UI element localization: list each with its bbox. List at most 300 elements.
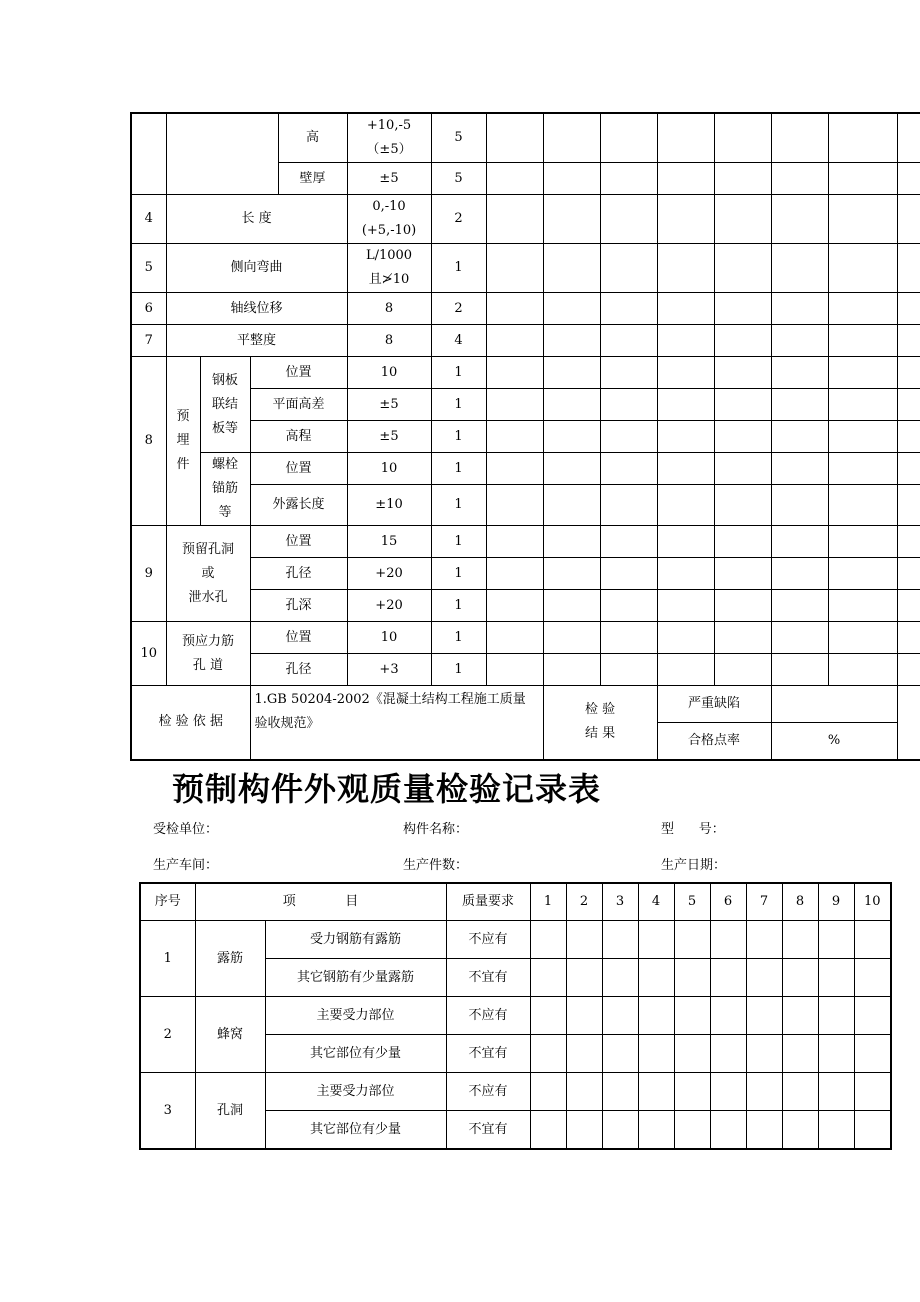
measurement-cell[interactable] [600, 654, 657, 686]
measurement-cell[interactable] [897, 654, 920, 686]
measurement-cell[interactable] [486, 113, 543, 163]
measurement-cell[interactable] [828, 590, 897, 622]
item-cell: 主要受力部位 [265, 997, 446, 1035]
points-cell: 1 [431, 654, 486, 686]
tolerance-cell: ±5 [347, 389, 431, 421]
measurement-cell[interactable] [828, 163, 897, 195]
measurement-cell[interactable] [486, 485, 543, 526]
measurement-cell[interactable] [714, 485, 771, 526]
points-cell: 2 [431, 293, 486, 325]
row-number-cell: 6 [131, 293, 166, 325]
check-cell[interactable] [566, 1073, 602, 1111]
check-cell[interactable] [782, 959, 818, 997]
tolerance-cell: 10 [347, 357, 431, 389]
measurement-cell[interactable] [543, 485, 600, 526]
check-cell[interactable] [854, 1111, 891, 1150]
measurement-cell[interactable] [486, 526, 543, 558]
measurement-cell[interactable] [771, 389, 828, 421]
header-col: 3 [602, 883, 638, 921]
measurement-cell[interactable] [714, 293, 771, 325]
check-cell[interactable] [710, 1111, 746, 1150]
check-cell[interactable] [746, 1111, 782, 1150]
measurement-cell[interactable] [771, 113, 828, 163]
check-cell[interactable] [854, 1073, 891, 1111]
measurement-cell[interactable] [600, 453, 657, 485]
measurement-cell[interactable] [771, 195, 828, 244]
measurement-cell[interactable] [897, 163, 920, 195]
check-cell[interactable] [782, 1035, 818, 1073]
measurement-cell[interactable] [543, 293, 600, 325]
measurement-cell[interactable] [714, 590, 771, 622]
check-cell[interactable] [566, 1035, 602, 1073]
measurement-cell[interactable] [543, 526, 600, 558]
points-cell: 1 [431, 622, 486, 654]
measurement-cell[interactable] [657, 325, 714, 357]
measurement-cell[interactable] [771, 357, 828, 389]
measurement-cell[interactable] [543, 421, 600, 453]
tolerance-cell: 15 [347, 526, 431, 558]
item-group-cell [166, 622, 250, 686]
item-cell: 侧向弯曲 [166, 244, 347, 293]
check-cell[interactable] [674, 959, 710, 997]
table-row [131, 421, 920, 453]
table-row [140, 1073, 891, 1111]
header-col: 7 [746, 883, 782, 921]
requirement-cell: 不宜有 [446, 959, 530, 997]
measurement-cell[interactable] [771, 453, 828, 485]
check-cell[interactable] [818, 997, 854, 1035]
check-cell[interactable] [818, 1073, 854, 1111]
tolerance-line: +10,-5 [366, 118, 412, 133]
check-cell[interactable] [638, 1035, 674, 1073]
check-cell[interactable] [710, 997, 746, 1035]
requirement-cell: 不应有 [446, 997, 530, 1035]
table-row [131, 526, 920, 558]
group-line: 预应力筋 [181, 633, 234, 649]
tolerance-line: (+5,-10) [361, 223, 417, 238]
tolerance-cell: +20 [347, 590, 431, 622]
tolerance-cell: ±5 [347, 163, 431, 195]
check-cell[interactable] [566, 1111, 602, 1150]
measurement-cell[interactable] [897, 195, 920, 244]
check-cell[interactable] [818, 921, 854, 959]
pass-rate-label: 合格点率 [657, 723, 771, 760]
measurement-cell[interactable] [771, 558, 828, 590]
measurement-cell[interactable] [486, 163, 543, 195]
item-cell: 孔径 [250, 558, 347, 590]
measurement-cell[interactable] [828, 293, 897, 325]
measurement-cell[interactable] [897, 558, 920, 590]
measurement-cell[interactable] [828, 453, 897, 485]
item-cell: 其它钢筋有少量露筋 [265, 959, 446, 997]
measurement-cell[interactable] [828, 195, 897, 244]
item-cell: 高 [278, 113, 347, 163]
item-cell: 位置 [250, 453, 347, 485]
item-cell: 孔径 [250, 654, 347, 686]
row-number-cell: 8 [131, 357, 166, 526]
check-cell[interactable] [602, 1035, 638, 1073]
requirement-cell: 不应有 [446, 921, 530, 959]
tolerance-line: L/1000 [365, 248, 413, 263]
check-cell[interactable] [530, 959, 566, 997]
measurement-cell[interactable] [828, 485, 897, 526]
measurement-cell[interactable] [543, 590, 600, 622]
inspected-unit-label: 受检单位： [153, 822, 219, 837]
check-cell[interactable] [746, 1073, 782, 1111]
measurement-cell[interactable] [600, 195, 657, 244]
measurement-cell[interactable] [771, 293, 828, 325]
check-cell[interactable] [818, 1035, 854, 1073]
measurement-cell[interactable] [486, 558, 543, 590]
header-row [140, 883, 891, 921]
row-number-cell: 1 [140, 921, 195, 997]
item-cell: 位置 [250, 622, 347, 654]
measurement-cell[interactable] [600, 113, 657, 163]
measurement-cell[interactable] [543, 357, 600, 389]
check-cell[interactable] [602, 921, 638, 959]
item-cell: 外露长度 [250, 485, 347, 526]
measurement-cell[interactable] [897, 485, 920, 526]
measurement-cell[interactable] [543, 325, 600, 357]
points-cell: 1 [431, 389, 486, 421]
tolerance-line: 且≯10 [368, 272, 410, 287]
measurement-cell[interactable] [600, 325, 657, 357]
requirement-cell: 不宜有 [446, 1111, 530, 1150]
measurement-cell[interactable] [714, 558, 771, 590]
group-char: 件 [176, 457, 190, 472]
check-cell[interactable] [854, 1035, 891, 1073]
measurement-cell[interactable] [543, 558, 600, 590]
item-cell: 轴线位移 [166, 293, 347, 325]
measurement-cell[interactable] [897, 526, 920, 558]
check-cell[interactable] [674, 921, 710, 959]
measurement-cell[interactable] [828, 558, 897, 590]
measurement-cell[interactable] [771, 244, 828, 293]
tolerance-line: （±5） [366, 142, 412, 157]
header-col: 4 [638, 883, 674, 921]
workshop-label: 生产车间： [153, 858, 219, 873]
sub-group-line: 螺栓 [211, 457, 238, 472]
header-req: 质量要求 [446, 883, 530, 921]
result-label-line: 结 果 [584, 726, 616, 742]
check-cell[interactable] [566, 921, 602, 959]
group-line: 或 [201, 565, 215, 581]
measurement-cell[interactable] [828, 526, 897, 558]
measurement-cell[interactable] [897, 357, 920, 389]
check-cell[interactable] [638, 1073, 674, 1111]
measurement-cell[interactable] [600, 558, 657, 590]
measurement-cell[interactable] [600, 622, 657, 654]
check-cell[interactable] [638, 997, 674, 1035]
measurement-cell[interactable] [543, 244, 600, 293]
measurement-cell[interactable] [828, 325, 897, 357]
check-cell[interactable] [746, 921, 782, 959]
tolerance-cell: 8 [347, 325, 431, 357]
measurement-cell[interactable] [657, 163, 714, 195]
check-cell[interactable] [782, 997, 818, 1035]
requirement-cell: 不宜有 [446, 1035, 530, 1073]
check-cell[interactable] [530, 1073, 566, 1111]
measurement-cell[interactable] [486, 325, 543, 357]
severe-defect-value[interactable] [771, 686, 897, 723]
item-cell: 其它部位有少量 [265, 1111, 446, 1150]
measurement-cell[interactable] [771, 526, 828, 558]
measurement-cell[interactable] [657, 421, 714, 453]
check-cell[interactable] [710, 1073, 746, 1111]
measurement-cell[interactable] [714, 244, 771, 293]
measurement-cell[interactable] [897, 622, 920, 654]
measurement-cell[interactable] [714, 622, 771, 654]
measurement-cell[interactable] [600, 389, 657, 421]
check-cell[interactable] [782, 1111, 818, 1150]
measurement-cell[interactable] [600, 244, 657, 293]
check-cell[interactable] [602, 1111, 638, 1150]
check-cell[interactable] [530, 1111, 566, 1150]
header-no: 序号 [140, 883, 195, 921]
basis-text-cell: 1.GB 50204-2002《混凝土结构工程施工质量验收规范》 [250, 686, 543, 760]
measurement-cell[interactable] [714, 421, 771, 453]
measurement-cell[interactable] [771, 163, 828, 195]
measurement-cell[interactable] [897, 421, 920, 453]
sub-group-line: 钢板 [211, 372, 238, 388]
check-cell[interactable] [566, 997, 602, 1035]
check-cell[interactable] [746, 959, 782, 997]
item-cell: 孔深 [250, 590, 347, 622]
table-row [131, 113, 920, 163]
measurement-cell[interactable] [828, 622, 897, 654]
measurement-cell[interactable] [657, 389, 714, 421]
check-cell[interactable] [602, 997, 638, 1035]
check-cell[interactable] [710, 1035, 746, 1073]
check-cell[interactable] [674, 1111, 710, 1150]
tolerance-cell [347, 113, 431, 163]
measurement-cell[interactable] [897, 113, 920, 163]
item-cell: 位置 [250, 357, 347, 389]
header-item: 项 目 [195, 883, 446, 921]
group-char: 埋 [176, 433, 190, 448]
points-cell: 1 [431, 526, 486, 558]
measurement-cell[interactable] [600, 590, 657, 622]
measurement-cell[interactable] [828, 244, 897, 293]
check-cell[interactable] [746, 1035, 782, 1073]
measurement-cell[interactable] [897, 293, 920, 325]
basis-label-cell: 检 验 依 据 [131, 686, 250, 760]
check-cell[interactable] [602, 959, 638, 997]
date-label: 生产日期： [661, 858, 727, 873]
measurement-cell[interactable] [543, 654, 600, 686]
table-row [131, 590, 920, 622]
check-cell[interactable] [818, 959, 854, 997]
measurement-cell[interactable] [657, 244, 714, 293]
table-row [140, 921, 891, 959]
measurement-cell[interactable] [657, 526, 714, 558]
points-cell: 1 [431, 244, 486, 293]
category-cell: 蜂窝 [195, 997, 265, 1073]
measurement-cell[interactable] [543, 195, 600, 244]
measurement-cell[interactable] [486, 357, 543, 389]
tolerance-cell: 10 [347, 622, 431, 654]
measurement-cell[interactable] [897, 590, 920, 622]
check-cell[interactable] [782, 921, 818, 959]
check-cell[interactable] [530, 921, 566, 959]
row-number-cell: 7 [131, 325, 166, 357]
check-cell[interactable] [674, 1073, 710, 1111]
category-cell: 孔洞 [195, 1073, 265, 1150]
check-cell[interactable] [854, 997, 891, 1035]
measurement-cell[interactable] [897, 325, 920, 357]
sub-group-cell [200, 453, 250, 526]
check-cell[interactable] [638, 921, 674, 959]
measurement-cell[interactable] [657, 622, 714, 654]
tolerance-cell: ±5 [347, 421, 431, 453]
check-cell[interactable] [818, 1111, 854, 1150]
check-cell[interactable] [638, 1111, 674, 1150]
measurement-cell[interactable] [657, 113, 714, 163]
item-cell: 平整度 [166, 325, 347, 357]
measurement-cell[interactable] [657, 654, 714, 686]
measurement-cell[interactable] [828, 113, 897, 163]
item-cell: 主要受力部位 [265, 1073, 446, 1111]
measurement-cell[interactable] [600, 421, 657, 453]
points-cell: 1 [431, 453, 486, 485]
measurement-cell[interactable] [828, 357, 897, 389]
measurement-cell[interactable] [771, 590, 828, 622]
check-cell[interactable] [674, 997, 710, 1035]
measurement-cell[interactable] [600, 357, 657, 389]
measurement-cell[interactable] [771, 421, 828, 453]
appearance-inspection-table [139, 882, 892, 1150]
measurement-cell[interactable] [714, 389, 771, 421]
check-cell[interactable] [710, 921, 746, 959]
table-row [131, 244, 920, 293]
check-cell[interactable] [854, 959, 891, 997]
measurement-cell[interactable] [657, 485, 714, 526]
group-line: 预留孔洞 [181, 541, 234, 557]
measurement-cell[interactable] [657, 357, 714, 389]
measurement-cell[interactable] [714, 453, 771, 485]
measurement-cell[interactable] [714, 113, 771, 163]
check-cell[interactable] [530, 997, 566, 1035]
header-col: 10 [854, 883, 891, 921]
check-cell[interactable] [710, 959, 746, 997]
table-row [131, 654, 920, 686]
check-cell[interactable] [782, 1073, 818, 1111]
item-group-cell [166, 113, 278, 195]
measurement-cell[interactable] [657, 558, 714, 590]
measurement-cell[interactable] [897, 453, 920, 485]
measurement-cell[interactable] [657, 195, 714, 244]
measurement-cell[interactable] [486, 293, 543, 325]
measurement-cell[interactable] [897, 244, 920, 293]
measurement-cell[interactable] [486, 654, 543, 686]
measurement-cell[interactable] [828, 654, 897, 686]
check-cell[interactable] [854, 921, 891, 959]
measurement-cell[interactable] [657, 590, 714, 622]
table-row [131, 622, 920, 654]
measurement-cell[interactable] [486, 622, 543, 654]
measurement-cell[interactable] [543, 163, 600, 195]
measurement-cell[interactable] [657, 453, 714, 485]
row-number-cell: 5 [131, 244, 166, 293]
sub-group-line: 等 [218, 505, 232, 520]
table-row [131, 195, 920, 244]
measurement-cell[interactable] [600, 526, 657, 558]
measurement-cell[interactable] [771, 485, 828, 526]
points-cell: 5 [431, 113, 486, 163]
check-cell[interactable] [638, 959, 674, 997]
category-cell: 露筋 [195, 921, 265, 997]
item-cell: 长 度 [166, 195, 347, 244]
tolerance-cell: 8 [347, 293, 431, 325]
measurement-cell[interactable] [714, 526, 771, 558]
check-cell[interactable] [602, 1073, 638, 1111]
table-row [131, 389, 920, 421]
check-cell[interactable] [530, 1035, 566, 1073]
measurement-cell[interactable] [771, 654, 828, 686]
measurement-cell[interactable] [543, 622, 600, 654]
measurement-cell[interactable] [543, 453, 600, 485]
measurement-cell[interactable] [828, 389, 897, 421]
row-number-cell [131, 113, 166, 195]
table-row [131, 558, 920, 590]
measurement-cell[interactable] [600, 293, 657, 325]
measurement-cell[interactable] [714, 325, 771, 357]
points-cell: 1 [431, 590, 486, 622]
page-title: 预制构件外观质量检验记录表 [172, 770, 602, 808]
measurement-cell[interactable] [714, 195, 771, 244]
measurement-cell[interactable] [657, 293, 714, 325]
measurement-cell[interactable] [771, 622, 828, 654]
measurement-cell[interactable] [543, 113, 600, 163]
header-col: 9 [818, 883, 854, 921]
row-number-cell: 4 [131, 195, 166, 244]
footer-blank-cell [897, 686, 920, 760]
measurement-cell[interactable] [486, 453, 543, 485]
measurement-cell[interactable] [600, 485, 657, 526]
measurement-cell[interactable] [897, 389, 920, 421]
measurement-cell[interactable] [486, 421, 543, 453]
pass-rate-value[interactable]: % [771, 723, 897, 760]
measurement-cell[interactable] [714, 654, 771, 686]
measurement-cell[interactable] [486, 389, 543, 421]
measurement-cell[interactable] [714, 163, 771, 195]
measurement-cell[interactable] [486, 590, 543, 622]
table-row [131, 453, 920, 485]
check-cell[interactable] [674, 1035, 710, 1073]
header-col: 6 [710, 883, 746, 921]
group-line: 泄水孔 [188, 589, 228, 605]
item-cell: 其它部位有少量 [265, 1035, 446, 1073]
sub-group-line: 板等 [211, 420, 238, 436]
points-cell: 4 [431, 325, 486, 357]
sub-group-cell [200, 357, 250, 453]
points-cell: 2 [431, 195, 486, 244]
measurement-cell[interactable] [714, 357, 771, 389]
measurement-cell[interactable] [543, 389, 600, 421]
tolerance-cell: 10 [347, 453, 431, 485]
check-cell[interactable] [566, 959, 602, 997]
check-cell[interactable] [746, 997, 782, 1035]
measurement-cell[interactable] [486, 195, 543, 244]
measurement-cell[interactable] [600, 163, 657, 195]
measurement-cell[interactable] [771, 325, 828, 357]
measurement-cell[interactable] [486, 244, 543, 293]
measurement-cell[interactable] [828, 421, 897, 453]
item-cell: 壁厚 [278, 163, 347, 195]
points-cell: 1 [431, 421, 486, 453]
row-number-cell: 9 [131, 526, 166, 622]
table-row [131, 686, 920, 723]
